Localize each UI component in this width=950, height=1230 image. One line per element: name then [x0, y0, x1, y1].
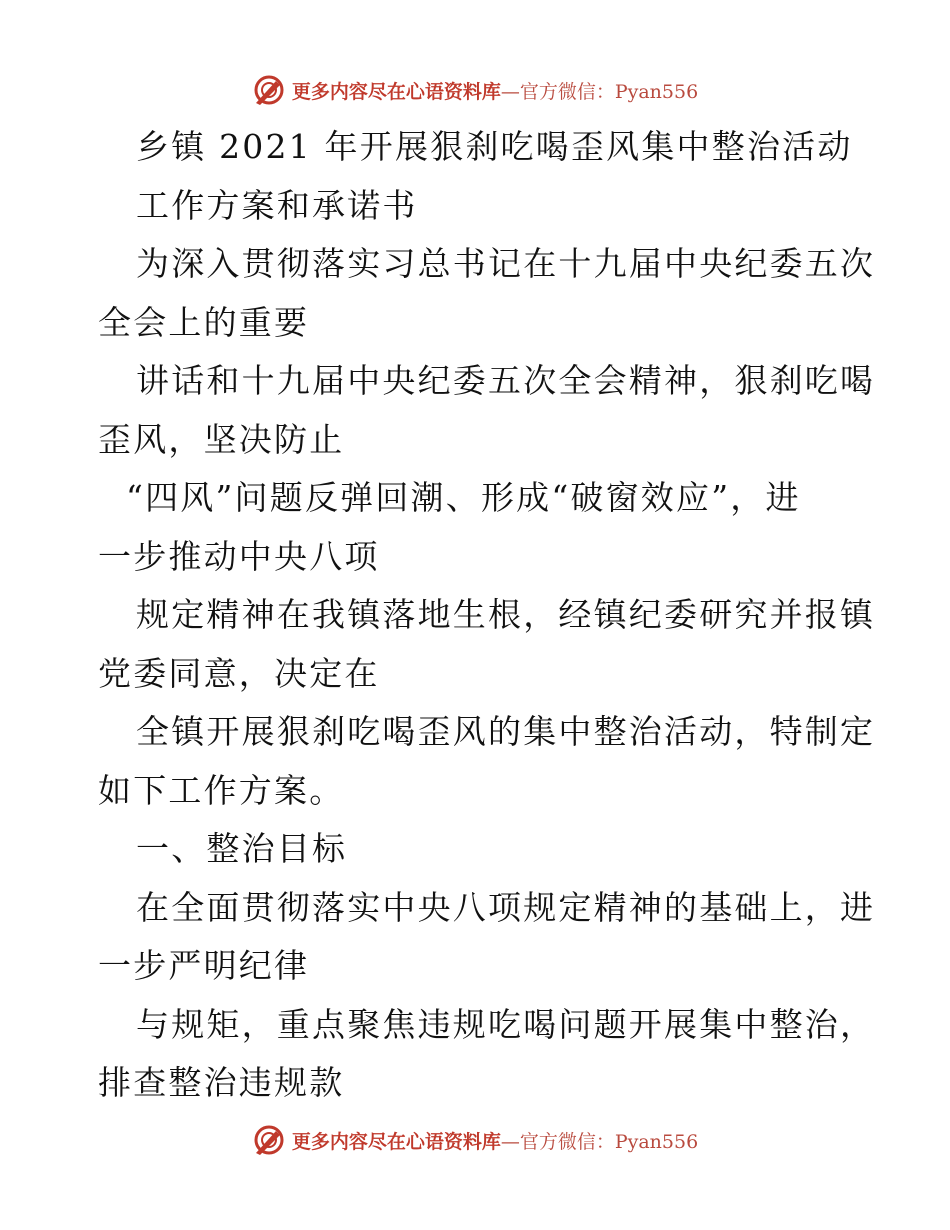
doc-title-line-1: 乡镇 2021 年开展狠刹吃喝歪风集中整治活动 [136, 127, 853, 166]
watermark-contact: —官方微信：Pyan556 [500, 1130, 699, 1153]
pen-logo-icon [252, 1123, 286, 1157]
paragraph-line: 讲话和十九届中央纪委五次全会精神，狠刹吃喝 [136, 361, 876, 400]
watermark-footer [0, 1120, 950, 1160]
pen-logo-icon [252, 73, 286, 107]
paragraph-line: 一步严明纪律 [98, 946, 310, 985]
watermark-text [292, 77, 698, 104]
watermark-brand: 更多内容尽在心语资料库 [291, 1130, 501, 1153]
watermark-text [292, 1127, 698, 1154]
doc-title-line-2: 工作方案和承诺书 [136, 185, 418, 225]
paragraph-line: 党委同意，决定在 [98, 653, 380, 693]
paragraph-line: 排查整治违规款 [98, 1063, 345, 1102]
paragraph-line: 与规矩，重点聚焦违规吃喝问题开展集中整治， [136, 1004, 876, 1044]
document-body [98, 118, 876, 1113]
paragraph-line: 全会上的重要 [98, 302, 310, 342]
watermark-header [0, 70, 950, 110]
paragraph-line: 一步推动中央八项 [98, 536, 380, 576]
section-heading: 一、整治目标 [136, 829, 348, 868]
paragraph-line: 为深入贯彻落实习总书记在十九届中央纪委五次 [136, 244, 876, 283]
paragraph-line: 规定精神在我镇落地生根，经镇纪委研究并报镇 [136, 595, 876, 634]
watermark-contact: —官方微信：Pyan556 [500, 80, 699, 103]
watermark-brand: 更多内容尽在心语资料库 [291, 80, 501, 103]
paragraph-line: 如下工作方案。 [98, 770, 345, 810]
paragraph-line: 在全面贯彻落实中央八项规定精神的基础上，进 [136, 887, 876, 927]
paragraph-line: 歪风，坚决防止 [98, 419, 345, 459]
paragraph-line: “四风”问题反弹回潮、形成“破窗效应”，进 [126, 478, 801, 517]
paragraph-line: 全镇开展狠刹吃喝歪风的集中整治活动，特制定 [136, 712, 876, 751]
